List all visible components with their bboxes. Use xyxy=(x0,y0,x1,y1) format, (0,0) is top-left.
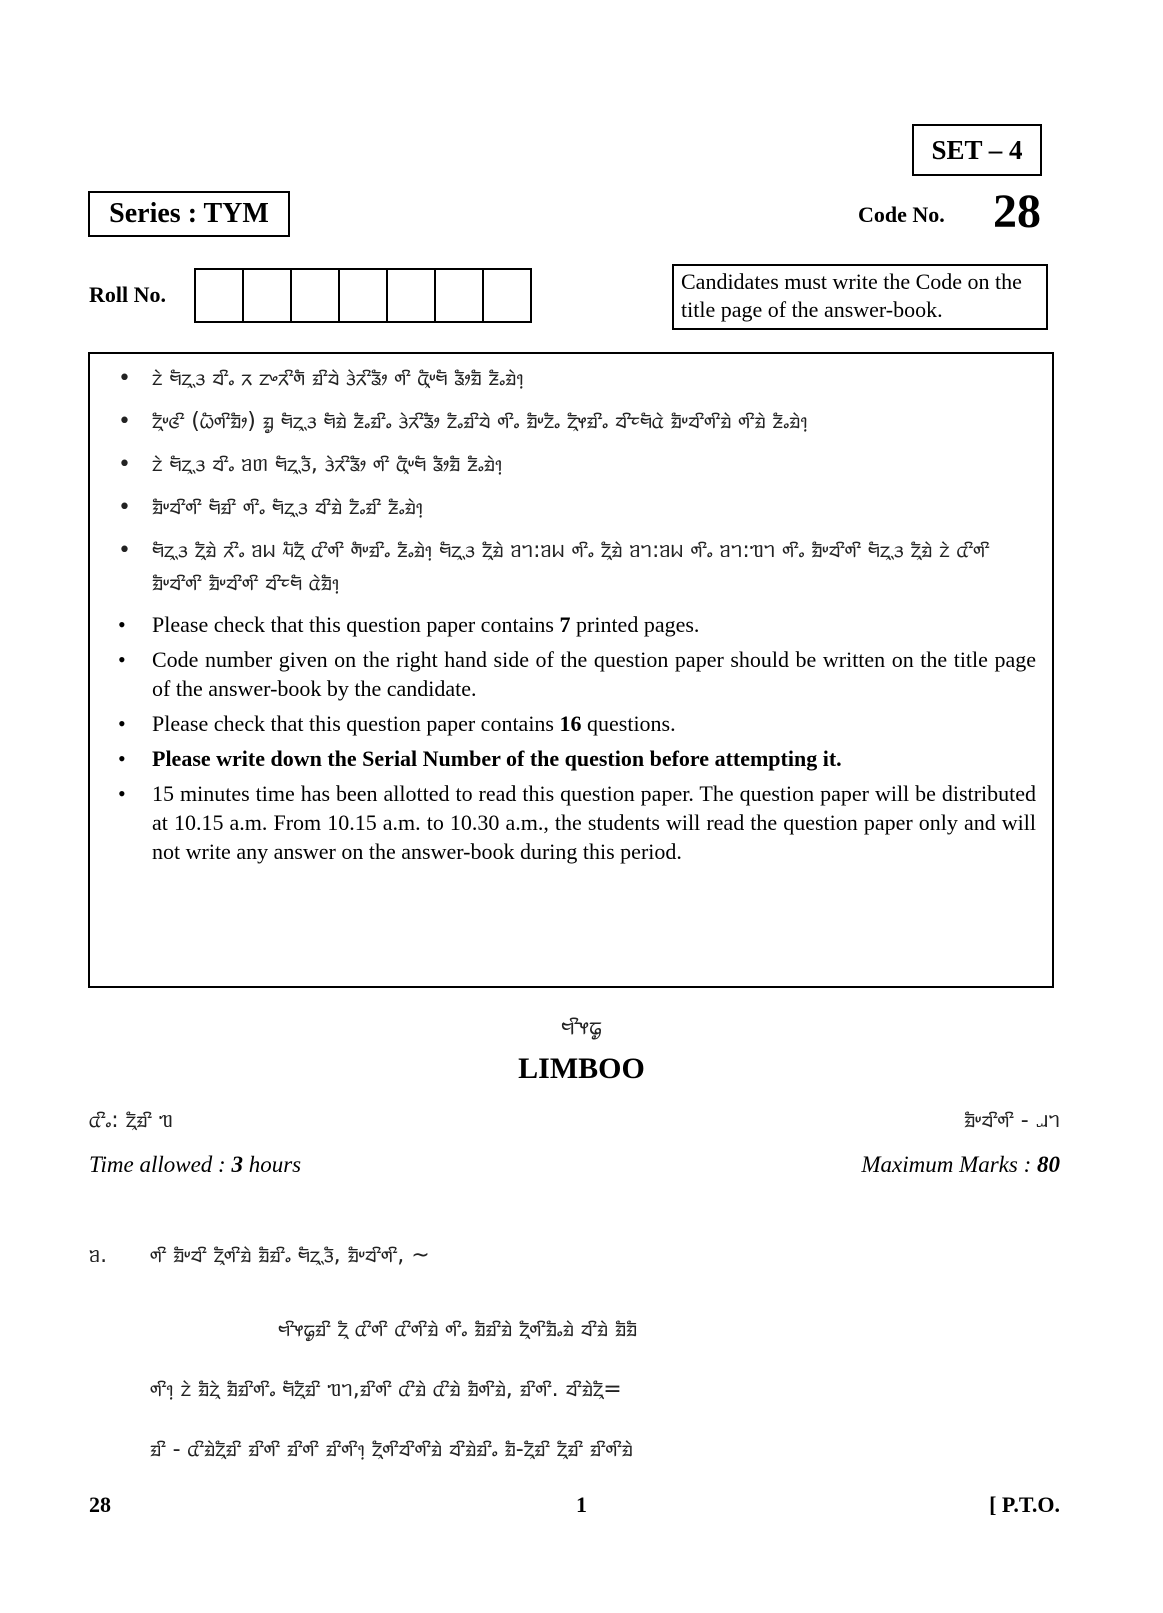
instruction-english xyxy=(104,709,1038,738)
question-number: ᥑ. xyxy=(89,1243,108,1268)
roll-cell[interactable] xyxy=(388,270,436,321)
set-label: SET – 4 xyxy=(912,124,1042,176)
instruction-limbu: • ᤁᤧ ᤗᤠᤁᤪᤷᤋ ᤔᤡᤱ ᥑᥖ ᤗᤠᤁᤪᤷᤋᤠ, ᤋᤧᤖᤡᤕᤥ ᤛᤡ ᤂᤪᤠᤸᤗᤠ ᤕᤥᤀᤠ ᤏᤠᤱᤀᤧ᥄ xyxy=(104,448,1038,481)
time-allowed xyxy=(89,1152,301,1178)
roll-cell[interactable] xyxy=(292,270,340,321)
roll-cell[interactable] xyxy=(196,270,244,321)
instruction-text: Please check that this question paper contains xyxy=(152,612,560,637)
instruction-limbu: • ᤁᤧ ᤗᤠᤁᤪᤷᤋ ᤔᤡᤱ ᤖ ᤁᤴᤖᤡᤛᤠ ᤀᤡᤔᤧ ᤋᤧᤖᤡᤕᤥ ᤛᤡ ᤂᤪᤠᤸᤗᤠ ᤕᤥᤀᤠ ᤏᤠᤱᤀᤧ᥄ xyxy=(104,362,1038,395)
instructions-box xyxy=(88,352,1054,988)
roll-cell[interactable] xyxy=(340,270,388,321)
roll-number-boxes[interactable] xyxy=(194,268,532,323)
pto-label: [ P.T.O. xyxy=(989,1492,1060,1517)
time-value: 3 xyxy=(231,1152,243,1177)
instruction-limbu: • ᤗᤠᤁᤪᤷᤋ ᤁᤪᤠᤀᤧ ᤖᤡᤱ ᥑᥕ ᤘᤠᤁᤪᤠ ᤂᤡᤛᤡ ᤛᤠᤸᤀᤡᤱ ᤏᤠᤱᤀᤧ᥄ ᤗᤠᤁᤪᤷᤋ ᤁᤪᤠᤀᤧ ᥑᥐ:ᥑᥕ ᤛᤡᤱ ᤁᤪᤠᤀᤧ ᥑᥐ:ᥑᥕ ᤛᤡᤱ ᥑᥐ:ᥓᥐ ᤛᤡᤱ ᤀᤠᤸᤔᤡᤛᤡ ᤗᤠᤁᤪᤷᤋ ᤁᤪᤠᤀᤧ ᤁᤧ ᤂᤡᤛᤡ ᤀᤠᤸᤔᤡᤛᤡ ᤀᤠᤸᤔᤡᤛᤡ ᤔᤡᤰᤗᤠ ᤂᤧᤀᤠ᥄ xyxy=(104,534,1038,600)
question-prompt: ᤛᤡ ᤀᤠᤸᤔᤡ ᤁᤪᤠᤛᤡᤀᤧ ᤀᤠᤀᤡᤱ ᤗᤠᤁᤪᤷᤋᤠ, ᤀᤠᤸᤔᤡᤛᤡ, ~ xyxy=(150,1243,430,1268)
subject-title: LIMBOO xyxy=(518,1052,645,1085)
marks-value: 80 xyxy=(1037,1152,1060,1177)
instruction-english xyxy=(104,744,1038,773)
instructions-list xyxy=(104,362,1038,866)
marks-label: Maximum Marks : xyxy=(861,1152,1037,1177)
passage-line: ᤀᤡ - ᤂᤡᤀᤧᤁᤪᤠᤀᤡ ᤀᤡᤛᤡ ᤀᤡᤛᤡ ᤀᤡᤛᤡ᥄ ᤁᤪᤠᤛᤡᤔᤡᤛᤡᤀᤧ ᤔᤡᤀᤧᤀᤡᤱ ᤀᤠ-ᤁᤪᤠᤀᤡ ᤁᤪᤠᤀᤡ ᤀᤡᤛᤡᤀᤧ xyxy=(150,1437,633,1462)
instruction-bold: 7 xyxy=(559,612,571,637)
roll-cell[interactable] xyxy=(436,270,484,321)
passage-line: ᤛᤡ᥄ ᤁᤧ ᤀᤠᤁᤪᤧ ᤀᤠᤀᤡᤛᤡᤱ ᤗᤠᤁᤪᤠᤀᤡ ᥓᥐ,ᤀᤡᤛᤡ ᤂᤡᤀᤧ ᤂᤡᤀᤧ ᤀᤠᤛᤡᤀᤧ, ᤀᤡᤛᤡ. ᤔᤡᤀᤧᤁᤪᤠ= xyxy=(150,1377,622,1402)
marks-limbu: ᤀᤠᤸᤔᤡᤛᤡ - ᥘᥐ xyxy=(964,1108,1060,1133)
code-value: 28 xyxy=(993,185,1041,238)
instruction-bold: 16 xyxy=(559,711,582,736)
instruction-limbu: • ᤁᤪᤠᤸᤜᤡ (ᤐᤠᤛᤡᤀᤥ) ᤀᤢ ᤗᤠᤁᤪᤷᤋ ᤗᤠᤀᤧ ᤏᤠᤱᤀᤡᤱ ᤋᤧᤖᤡᤕᤥ ᤁᤠᤱᤀᤡᤔᤧ ᤛᤡᤱ ᤀᤠᤸᤁᤠᤱ ᤁᤪᤠᤶᤀᤡᤱ ᤔᤡᤰᤗᤠᤂᤧ ᤀᤠᤸᤔᤡᤛᤡᤀᤧ ᤛᤡᤀᤧ ᤏᤠᤱᤀᤧ᥄ xyxy=(104,405,1038,438)
instruction-english xyxy=(104,645,1038,703)
instruction-english xyxy=(104,610,1038,639)
footer-code: 28 xyxy=(89,1492,111,1517)
instruction-text: printed pages. xyxy=(570,612,700,637)
series-label: Series : TYM xyxy=(88,191,290,237)
instruction-text: 15 minutes time has been allotted to read this question paper. The question paper will be distributed at 10.15 a.m. From 10.15 a.m. to 10.30 a.m., the students will read the question paper only and will not write any answer on the answer-book during this period. xyxy=(152,781,1036,864)
instruction-limbu: • ᤀᤠᤸᤔᤡᤛᤡ ᤗᤠᤀᤡ ᤛᤡᤱ ᤗᤠᤁᤪᤷᤋ ᤔᤡᤀᤧ ᤁᤠᤱᤀᤡ ᤏᤠᤱᤀᤧ᥄ xyxy=(104,491,1038,524)
candidate-notice: Candidates must write the Code on the title page of the answer-book. xyxy=(672,264,1048,330)
roll-label: Roll No. xyxy=(89,282,166,307)
roll-cell[interactable] xyxy=(484,270,532,321)
instruction-bold: Please write down the Serial Number of the question before attempting it. xyxy=(152,746,842,771)
roll-cell[interactable] xyxy=(244,270,292,321)
instruction-english xyxy=(104,779,1038,866)
subject-limbu-name: ᤗᤡᤶᤒᤢ xyxy=(561,1012,602,1040)
instruction-text: Code number given on the right hand side of the question paper should be written on the title page of the answer-book by the candidate. xyxy=(152,647,1036,701)
code-label: Code No. xyxy=(858,202,945,227)
page-number: 1 xyxy=(576,1492,587,1517)
passage-line: ᤗᤡᤶᤒᤢᤀᤡ ᤁᤪᤠ ᤂᤡᤛᤡ ᤂᤡᤛᤡᤀᤧ ᤛᤡᤱ ᤀᤠᤀᤡᤀᤧ ᤁᤪᤠᤛᤡᤀᤠᤱᤀᤧ ᤔᤡᤀᤧ ᤀᤠᤀᤠ xyxy=(278,1317,638,1342)
instruction-text: Please check that this question paper contains xyxy=(152,711,560,736)
question-passage xyxy=(150,1300,1030,1480)
instruction-text: questions. xyxy=(581,711,676,736)
time-label: Time allowed : xyxy=(89,1152,232,1177)
time-unit: hours xyxy=(242,1152,302,1177)
time-limbu: ᤂᤡᤱ: ᤁᤪᤠᤀᤡ ᥓ xyxy=(89,1108,173,1133)
maximum-marks xyxy=(780,1152,1060,1178)
